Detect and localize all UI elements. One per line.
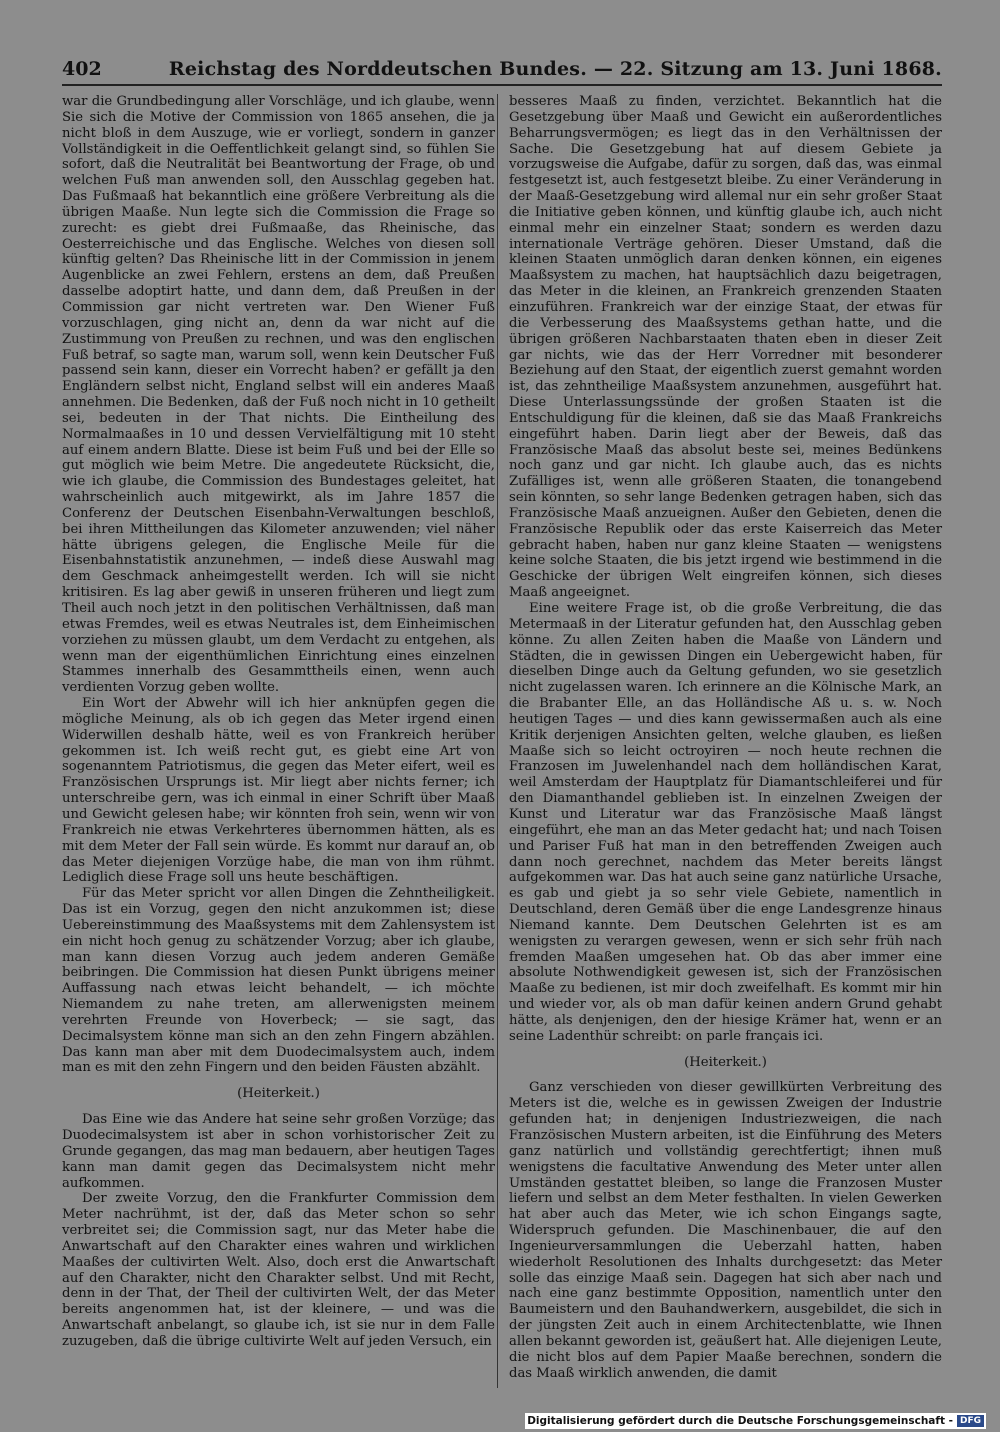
laughter-note: (Heiterkeit.) [237,1086,320,1102]
footer-text: Digitalisierung gefördert durch die Deutsche Forschungsgemeinschaft - [527,1415,953,1427]
left-column [62,94,495,1350]
page-header [62,58,942,86]
footer-credit [525,1413,986,1429]
right-column [509,94,942,1382]
laughter-note: (Heiterkeit.) [684,1054,767,1070]
paragraph: Der zweite Vorzug, den die Frankfurter Commission dem Meter nachrühmt, ist der, daß das Meter schon so sehr verbreitet sei; die Commission sagt, nur das Meter habe die Anwartschaft auf den Charakter eines wahren und wirklichen Maaßes der cultivirten Welt. Also, doch erst die Anwartschaft auf den Charakter, nicht den Charakter selbst. Und mit Recht, denn in der That, der Theil der cultivirten Welt, der das Meter bereits angenommen hat, ist der kleinere, — und was die Anwartschaft anbelangt, so glaube ich, ist sie nur in dem Falle zuzugeben, daß die übrige cultivirte Welt auf jeden Versuch, ein [62,1191,495,1349]
dfg-logo: DFG [957,1415,984,1427]
paragraph: Das Eine wie das Andere hat seine sehr großen Vorzüge; das Duodecimalsystem ist aber in schon vorhistorischer Zeit zu Grunde gegangen, das mag man bedauern, aber heutigen Tages kann man damit gegen das Decimalsystem nicht mehr aufkommen. [62,1112,495,1191]
paragraph: besseres Maaß zu finden, verzichtet. Bekanntlich hat die Gesetzgebung über Maaß und Gewicht ein außerordentliches Beharrungsvermögen; es liegt das in den Verhältnissen der Sache. Die Gesetzgebung hat auf diesem Gebiete ja vorzugsweise die Aufgabe, dafür zu sorgen, daß das, was einmal festgesetzt ist, auch festgesetzt bleibe. Zu einer Veränderung in der Maaß-Gesetzgebung wird allemal nur ein sehr großer Staat die Initiative geben können, und künftig glaube ich, auch nicht einmal mehr ein einzelner Staat; sondern es werden dazu internationale Verträge gehören. Dieser Umstand, daß die kleinen Staaten unmöglich daran denken können, ein eigenes Maaßsystem zu machen, hat hauptsächlich dazu beigetragen, das Meter in die kleinen, an Frankreich grenzenden Staaten einzuführen. Frankreich war der einzige Staat, der etwas für die Verbesserung des Maaßsystems gethan hatte, und die übrigen größeren Nachbarstaaten thaten eben in dieser Zeit gar nichts, wie das der Herr Vorredner mit besonderer Beziehung auf den Staat, der eigentlich zuerst gemahnt worden ist, das zehntheilige Maaßsystem anzunehmen, ausgeführt hat. Diese Unterlassungssünde der großen Staaten ist die Entschuldigung für die kleinen, daß sie das Maaß Frankreichs eingeführt haben. Darin liegt aber der Beweis, daß das Französische Maaß das absolut beste sei, meines Bedünkens noch ganz und gar nicht. Ich glaube auch, das es nichts Zufälliges ist, wenn alle größeren Staaten, die tonangebend sein könnten, so sehr lange Bedenken getragen haben, sich das Französische Maaß anzueignen. Außer den Gebieten, denen die Französische Republik oder das erste Kaiserreich das Meter gebracht haben, haben nur ganz kleine Staaten — wenigstens keine solche Staaten, die bis jetzt irgend wie bestimmend in die Geschicke der übrigen Welt eingreifen können, sich dieses Maaß angeeignet. [509,94,942,601]
column-divider [497,94,498,1388]
running-title: Reichstag des Norddeutschen Bundes. — 22. Sitzung am 13. Juni 1868. [168,58,942,80]
paragraph: Eine weitere Frage ist, ob die große Verbreitung, die das Metermaaß in der Literatur gefunden hat, den Ausschlag geben könne. Zu allen Zeiten haben die Maaße von Ländern und Städten, die in gewissen Dingen ein Uebergewicht haben, für dieselben Dinge auch da Geltung gefunden, wo sie gesetzlich nicht zugelassen waren. Ich erinnere an die Kölnische Mark, an die Brabanter Elle, an das Holländische Aß u. s. w. Noch heutigen Tages — und dies kann gewissermaßen auch als eine Kritik derjenigen Ansichten gelten, welche glauben, es ließen Maaße sich so leicht octroyiren — noch heute rechnen die Franzosen im Juwelenhandel nach dem holländischen Karat, weil Amsterdam der Hauptplatz für Diamantschleiferei und für den Diamanthandel geblieben ist. In einzelnen Zweigen der Kunst und Literatur war das Französische Maaß längst eingeführt, ehe man an das Meter gedacht hat; und nach Toisen und Pariser Fuß hat man in den betreffenden Zweigen auch dann noch gerechnet, nachdem das Meter bereits längst aufgekommen war. Das hat auch seine ganz natürliche Ursache, es gab und giebt ja so sehr viele Gebiete, namentlich in Deutschland, deren Gemäß über die enge Landesgrenze hinaus Niemand kannte. Dem Deutschen Gelehrten ist es am wenigsten zu verargen gewesen, wenn er sich sehr früh nach fremden Maaßen umgesehen hat. Ob das aber immer eine absolute Nothwendigkeit gewesen ist, sich der Französischen Maaße zu bedienen, ist mir doch zweifelhaft. Es kommt mir hin und wieder vor, als ob man dafür keinen andern Grund gehabt hätte, als denjenigen, den der hiesige Krämer hat, wenn er an seine Ladenthür schreibt: on parle français ici. [509,601,942,1044]
page-number: 402 [62,58,102,80]
paragraph: Ganz verschieden von dieser gewillkürten Verbreitung des Meters ist die, welche es in gewissen Zweigen der Industrie gefunden hat; in denjenigen Industriezweigen, die nach Französischen Mustern arbeiten, ist die Einführung des Meters ganz natürlich und vollständig gerechtfertigt; ihnen muß wenigstens die facultative Anwendung des Meter unter allen Umständen gestattet bleiben, so lange die Franzosen Muster liefern und selbst an dem Meter festhalten. In vielen Gewerken hat aber auch das Meter, wie ich schon Eingangs sagte, Widerspruch gefunden. Die Maschinenbauer, die auf den Ingenieurversammlungen die Ueberzahl hatten, haben wiederholt Resolutionen des Inhalts durchgesetzt: das Meter solle das einzige Maaß sein. Dagegen hat sich aber nach und nach eine ganz bestimmte Opposition, namentlich unter den Baumeistern und den Bauhandwerkern, ausgebildet, die sich in der jüngsten Zeit auch in einem Architectenblatte, wie Ihnen allen bekannt geworden ist, geäußert hat. Alle diejenigen Leute, die nicht blos auf dem Papier Maaße berechnen, sondern die das Maaß wirklich anwenden, die damit [509,1080,942,1381]
paragraph: war die Grundbedingung aller Vorschläge, und ich glaube, wenn Sie sich die Motive der Commission von 1865 ansehen, die ja nicht bloß in dem Auszuge, wie er vorliegt, sondern in ganzer Vollständigkeit in die Oeffentlichkeit gelangt sind, so fühlen Sie sofort, daß die Neutralität bei Beantwortung der Frage, ob und welchen Fuß man anwenden soll, den Ausschlag gegeben hat. Das Fußmaaß hat bekanntlich eine größere Verbreitung als die übrigen Maaße. Nun legte sich die Commission die Frage so zurecht: es giebt drei Fußmaaße, das Rheinische, das Oesterreichische und das Englische. Welches von diesen soll künftig gelten? Das Rheinische litt in der Commission in jenem Augenblicke an zwei Fehlern, erstens an dem, daß Preußen dasselbe adoptirt hatte, und dann dem, daß Preußen in der Commission gar nicht vertreten war. Den Wiener Fuß vorzuschlagen, ging nicht an, denn da war nicht auf die Zustimmung von Preußen zu rechnen, und was den englischen Fuß betraf, so sagte man, warum soll, wenn kein Deutscher Fuß passend sein kann, dieser ein Vorrecht haben? er gefällt ja den Engländern selbst nicht, England selbst will ein anderes Maaß annehmen. Die Bedenken, daß der Fuß noch nicht in 10 getheilt sei, bedeuten in der That nichts. Die Eintheilung des Normalmaaßes in 10 und dessen Vervielfältigung mit 10 steht auf einem andern Blatte. Diese ist beim Fuß und bei der Elle so gut möglich wie beim Metre. Die angedeutete Rücksicht, die, wie ich glaube, die Commission des Bundestages geleitet, hat wahrscheinlich auch mitgewirkt, als im Jahre 1857 die Conferenz der Deutschen Eisenbahn-Verwaltungen beschloß, bei ihren Mittheilungen das Kilometer anzuwenden; viel näher hätte übrigens gelegen, die Englische Meile für die Eisenbahnstatistik anzunehmen, — indeß diese Auswahl mag dem Geschmack anheimgestellt werden. Ich will sie nicht kritisiren. Es lag aber gewiß in unseren früheren und liegt zum Theil auch noch jetzt in den politischen Verhältnissen, daß man etwas Fremdes, weil es etwas Neutrales ist, dem Einheimischen vorziehen zu müssen glaubt, um dem Verdacht zu entgehen, als wenn man der eigenthümlichen Einrichtung eines einzelnen Stammes innerhalb des Gesammttheils einen, wenn auch verdienten Vorzug geben wollte. [62,94,495,696]
paragraph: Für das Meter spricht vor allen Dingen die Zehntheiligkeit. Das ist ein Vorzug, gegen den nicht anzukommen ist; diese Uebereinstimmung des Maaßsystems mit dem Zahlensystem ist ein nicht hoch genug zu schätzender Vorzug; aber ich glaube, man kann diesen Vorzug auch jedem anderen Gemäße beibringen. Die Commission hat diesen Punkt übrigens meiner Auffassung nach etwas leicht behandelt, — ich möchte Niemandem zu nahe treten, am allerwenigsten meinem verehrten Freunde von Hoverbeck; — sie sagt, das Decimalsystem könne man sich an den zehn Fingern abzählen. Das kann man aber mit dem Duodecimalsystem auch, indem man es mit den zehn Fingern und den beiden Fäusten abzählt. [62,886,495,1076]
paragraph: Ein Wort der Abwehr will ich hier anknüpfen gegen die mögliche Meinung, als ob ich gegen das Meter irgend einen Widerwillen deshalb hätte, weil es von Frankreich herüber gekommen ist. Ich weiß recht gut, es giebt eine Art von sogenanntem Patriotismus, die gegen das Meter eifert, weil es Französischen Ursprungs ist. Mir liegt aber nichts ferner; ich unterschreibe gern, was ich einmal in einer Schrift über Maaß und Gewicht gelesen habe; wir könnten froh sein, wenn wir von Frankreich nie etwas Verkehrteres übernommen hätten, als es mit dem Meter der Fall sein würde. Es kommt nur darauf an, ob das Meter diejenigen Vorzüge habe, die man von ihm rühmt. Lediglich diese Frage soll uns heute beschäftigen. [62,696,495,886]
